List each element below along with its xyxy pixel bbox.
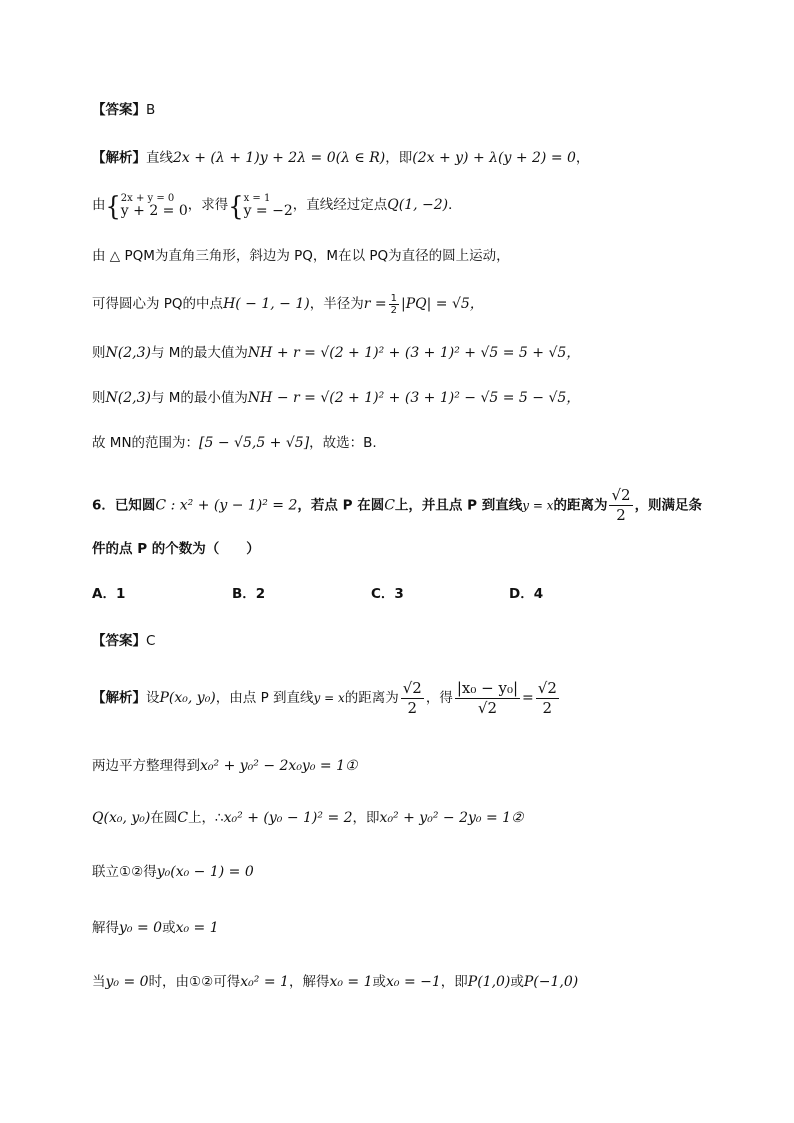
text: ，若点 P 在圆 [297,497,385,514]
analysis-line-2 [92,190,462,221]
text: 的距离为 [344,690,399,706]
text: 在圆 [150,810,178,826]
numerator: 1 [390,292,397,304]
point-p: P(x₀, y₀) [159,690,216,706]
case-condition: y₀ = 0 [105,974,149,990]
system-row: y = −2 [243,203,293,219]
question-6-line-1 [92,486,702,525]
question-number: 6．已知圆 [92,497,156,514]
answer-value: B [146,102,156,118]
circle-substitution: x₀² + (y₀ − 1)² = 2 [223,810,353,826]
result-fraction [536,679,559,718]
text: ，故选：B. [309,435,377,451]
analysis2-line-2 [92,756,358,776]
denominator: 2 [542,698,553,717]
text: 或 [162,920,176,936]
circle-center: H( − 1, − 1) [223,296,310,312]
circle-symbol: C [384,497,395,514]
denominator: 2 [616,506,626,524]
radius-symbol: r = [363,296,387,312]
combined-equation: y₀(x₀ − 1) = 0 [156,864,254,880]
text: 设 [146,690,160,706]
analysis2-line-4 [92,862,254,882]
text: 两边平方整理得到 [92,758,200,774]
analysis2-line-3 [92,808,524,828]
answer-label: 【答案】 [92,633,146,649]
text: ，则满足条 [634,497,703,514]
point-result-2: P(−1,0) [523,974,579,990]
option-d: D．4 [509,586,544,602]
line-equation: y = x [313,691,345,705]
solution-1: y₀ = 0 [119,920,163,936]
text: 由 [92,197,106,213]
text: ，由点 P 到直线 [215,690,314,706]
text: 上，∴ [188,810,224,826]
question-6-line-2: 件的点 P 的个数为（ ） [92,541,260,557]
solution-2: x₀ = 1 [175,920,219,936]
point-n: N(2,3) [105,390,151,406]
text: 则 [92,390,106,406]
fixed-point: Q(1, −2) [387,197,449,213]
text: 故 MN的范围为： [92,435,200,451]
text: ，即 [440,974,468,990]
text: ，直线经过定点 [292,197,388,213]
analysis-line-1 [92,148,589,168]
text: ，得 [425,690,453,706]
analysis-line-5 [92,343,580,363]
equation-2: x₀² + y₀² − 2y₀ = 1② [379,810,524,826]
text: 当 [92,974,106,990]
math-factored-equation: (2x + y) + λ(y + 2) = 0 [412,150,576,166]
analysis2-line-5 [92,918,219,938]
math-line-equation: 2x + (λ + 1)y + 2λ = 0(λ ∈ R) [173,150,386,166]
analysis2-line-6 [92,972,578,992]
analysis-line-7 [92,433,377,453]
numerator: √2 [402,678,422,697]
point-q: Q(x₀, y₀) [92,810,151,826]
text: 与 M的最大值为 [150,345,248,361]
analysis-line-6 [92,388,580,408]
equation-system-2: { x = 1 y = −2 [228,190,293,221]
answer-line-1 [92,100,155,120]
circle-equation: C : x² + (y − 1)² = 2 [155,497,298,514]
text: 与 M的最小值为 [150,390,248,406]
half-fraction [389,293,399,316]
max-equation: NH + r = √(2 + 1)² + (3 + 1)² + √5 = 5 + √5， [247,345,581,361]
distance-fraction [609,486,632,525]
analysis-label: 【解析】 [92,690,146,706]
equation-1: x₀² + y₀² − 2x₀y₀ = 1① [200,758,358,774]
min-equation: NH − r = √(2 + 1)² + (3 + 1)² − √5 = 5 − √5， [247,390,581,406]
line-equation: y = x [522,498,554,513]
analysis-label: 【解析】 [92,150,146,166]
option-c: C．3 [371,586,404,602]
answer-line-2 [92,631,155,651]
text: ． [448,197,462,213]
denominator: 2 [390,304,397,316]
analysis-line-3: 由 △ PQM为直角三角形，斜边为 PQ，M在以 PQ为直径的圆上运动， [92,248,510,264]
answer-label: 【答案】 [92,102,146,118]
point-n: N(2,3) [105,345,151,361]
analysis2-line-1 [92,678,561,718]
case-root-1: x₀ = 1 [329,974,373,990]
text: 时，由①②可得 [148,974,241,990]
answer-value: C [146,633,156,649]
text: 则 [92,345,106,361]
point-result-1: P(1,0) [467,974,511,990]
radius-value: |PQ| = √5， [400,296,484,312]
equation-system-1: { 2x + y = 0 y + 2 = 0 [105,190,188,221]
text: ，求得 [187,197,229,213]
text: 可得圆心为 PQ的中点 [92,296,224,312]
text: ，解得 [288,974,330,990]
text: ，半径为 [309,296,364,312]
text: 上，并且点 P 到直线 [394,497,523,514]
system-row: y + 2 = 0 [120,203,188,219]
option-a: A．1 [92,586,126,602]
option-b: B．2 [232,586,266,602]
numerator: √2 [611,486,631,504]
text: 或 [510,974,524,990]
text: 的距离为 [553,497,608,514]
text: ， [575,150,590,166]
text: 或 [372,974,386,990]
denominator: √2 [477,698,497,717]
denominator: 2 [407,698,418,717]
text: 直线 [146,150,173,166]
range-interval: [5 − √5,5 + √5] [199,435,310,451]
text: 联立①②得 [92,864,157,880]
text: ，即 [352,810,380,826]
system-row: x = 1 [243,193,271,204]
distance-formula-fraction [455,679,520,718]
numerator: |x₀ − y₀| [456,678,519,697]
circle-symbol: C [177,810,189,826]
equals-sign: = [522,690,534,706]
case-root-2: x₀ = −1 [386,974,441,990]
text: ，即 [385,150,413,166]
analysis-line-4 [92,292,484,316]
system-row: 2x + y = 0 [120,193,175,204]
numerator: √2 [537,678,557,697]
distance-fraction [401,679,424,718]
case-equation: x₀² = 1 [240,974,289,990]
text: 解得 [92,920,119,936]
